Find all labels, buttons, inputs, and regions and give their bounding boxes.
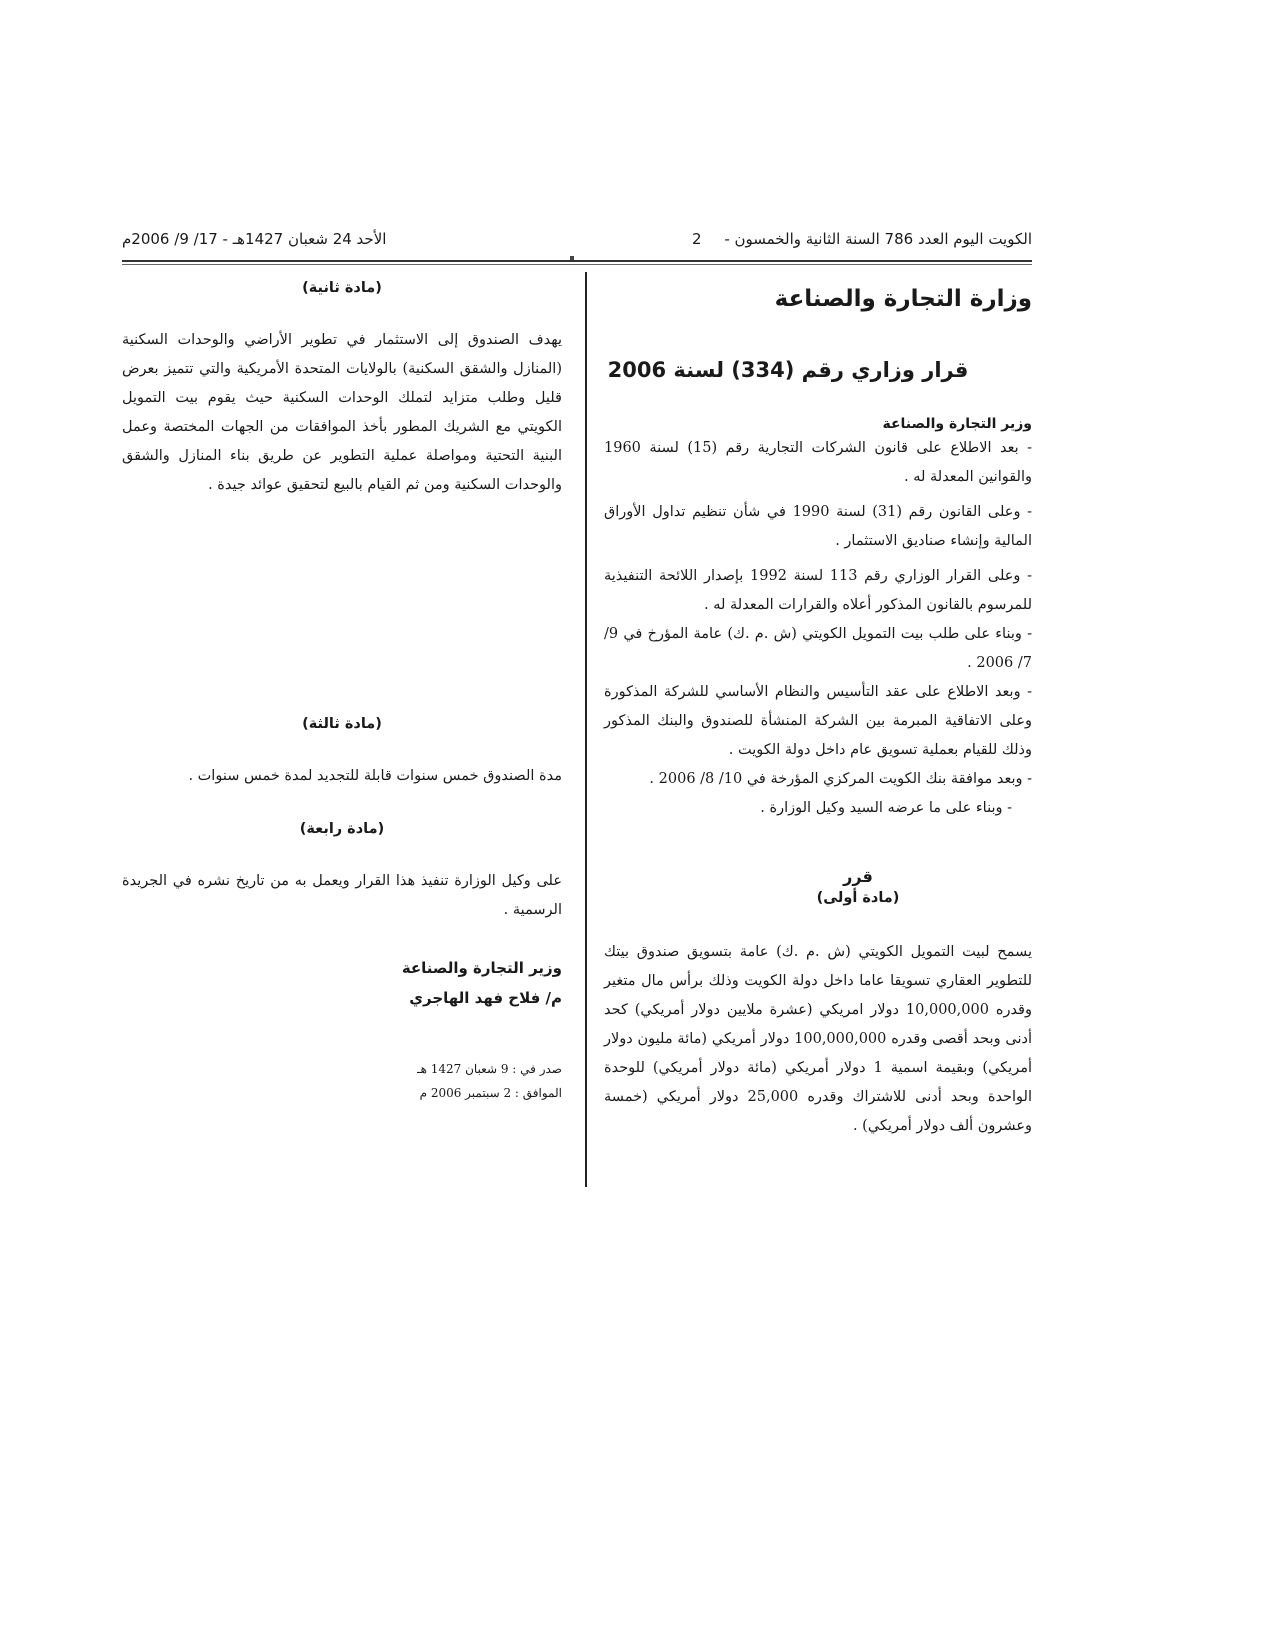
header-rule: [122, 260, 1032, 262]
left-column: [122, 282, 562, 1105]
header-rule-thin: [122, 264, 1032, 265]
article-2-title: (مادة ثانية): [302, 280, 382, 296]
preamble-item: - وبناء على طلب بيت التمويل الكويتي (ش .م .ك) عامة المؤرخ في 9/ 7/ 2006 .: [604, 626, 1032, 671]
issue-date-block: [122, 1057, 562, 1105]
header-publication-info: [692, 230, 1032, 248]
decision-title: قرار وزاري رقم (334) لسنة 2006: [607, 358, 969, 382]
signature-block: [122, 953, 562, 1013]
scan-mark: [570, 256, 574, 260]
preamble-item: - وبناء على ما عرضه السيد وكيل الوزارة .: [760, 800, 1012, 816]
signature-name: م/ فلاح فهد الهاجري: [409, 989, 562, 1007]
signature-title: وزير التجارة والصناعة: [401, 959, 562, 977]
right-column: [604, 282, 1032, 1141]
issued-gregorian: الموافق : 2 سبتمبر 2006 م: [419, 1086, 562, 1100]
column-divider: [585, 272, 587, 1187]
article-1-text: يسمح لبيت التمويل الكويتي (ش .م .ك) عامة بتسويق صندوق بيتك للتطوير العقاري تسويقا عاما داخل دولة الكويت وذلك برأس مال متغير وقدره 10,000,000 دولار امريكي (عشرة ملايين دولار أمريكي) كحد أدنى وبحد أقصى وقدره 100,000,000 دولار أمريكي (مائة مليون دولار أمريكي) وبقيمة اسمية 1 دولار أمريكي (مائة دولار أمريكي) للوحدة الواحدة وبحد أدنى للاشتراك وقدره 25,000 دولار أمريكي (خمسة وعشرون ألف دولار أمريكي) .: [604, 944, 1032, 1134]
article-4-title: (مادة رابعة): [299, 821, 385, 837]
preamble-item: - وعلى القرار الوزاري رقم 113 لسنة 1992 بإصدار اللائحة التنفيذية للمرسوم بالقانون المذكور أعلاه والقرارات المعدلة له .: [604, 568, 1032, 613]
preamble-item: - وبعد الاطلاع على عقد التأسيس والنظام الأساسي للشركة المذكورة وعلى الاتفاقية المبرمة بين الشركة المنشأة للصندوق والبنك المذكور وذلك للقيام بعملية تسويق عام داخل دولة الكويت .: [604, 684, 1032, 758]
header-publication-title: الكويت اليوم العدد 786 السنة الثانية والخمسون -: [724, 230, 1032, 248]
article-3-text: مدة الصندوق خمس سنوات قابلة للتجديد لمدة خمس سنوات .: [188, 768, 562, 784]
article-2-text: يهدف الصندوق إلى الاستثمار في تطوير الأراضي والوحدات السكنية (المنازل والشقق السكنية) بالولايات المتحدة الأمريكية والتي تتميز بعرض قليل وطلب متزايد لتملك الوحدات السكنية حيث يقوم بيت التمويل الكويتي مع الشريك المطور بأخذ الموافقات من الجهات المختصة وعمل البنية التحتية ومواصلة عملية التطوير عن طريق بناء المنازل والشقق والوحدات السكنية ومن ثم القيام بالبيع لتحقيق عوائد جيدة .: [122, 332, 562, 493]
page-number: 2: [691, 230, 702, 248]
preamble: [604, 434, 1032, 823]
preamble-item: - وبعد موافقة بنك الكويت المركزي المؤرخة في 10/ 8/ 2006 .: [649, 771, 1032, 787]
article-1-title: (مادة أولى): [816, 890, 900, 906]
article-3-title: (مادة ثالثة): [302, 716, 382, 732]
page-header: [122, 226, 1032, 256]
issued-hijri: صدر في : 9 شعبان 1427 هـ: [417, 1062, 562, 1076]
decision-word: قرر: [843, 867, 873, 886]
minister-label: وزير التجارة والصناعة: [882, 416, 1032, 432]
ministry-heading: وزارة التجارة والصناعة: [774, 286, 1032, 312]
article-4-text: على وكيل الوزارة تنفيذ هذا القرار ويعمل به من تاريخ نشره في الجريدة الرسمية .: [122, 873, 562, 918]
preamble-item: - وعلى القانون رقم (31) لسنة 1990 في شأن تنظيم تداول الأوراق المالية وإنشاء صناديق الاستثمار .: [604, 504, 1032, 549]
preamble-item: - بعد الاطلاع على قانون الشركات التجارية رقم (15) لسنة 1960 والقوانين المعدلة له .: [604, 440, 1032, 485]
header-date: الأحد 24 شعبان 1427هـ - 17/ 9/ 2006م: [122, 230, 387, 248]
